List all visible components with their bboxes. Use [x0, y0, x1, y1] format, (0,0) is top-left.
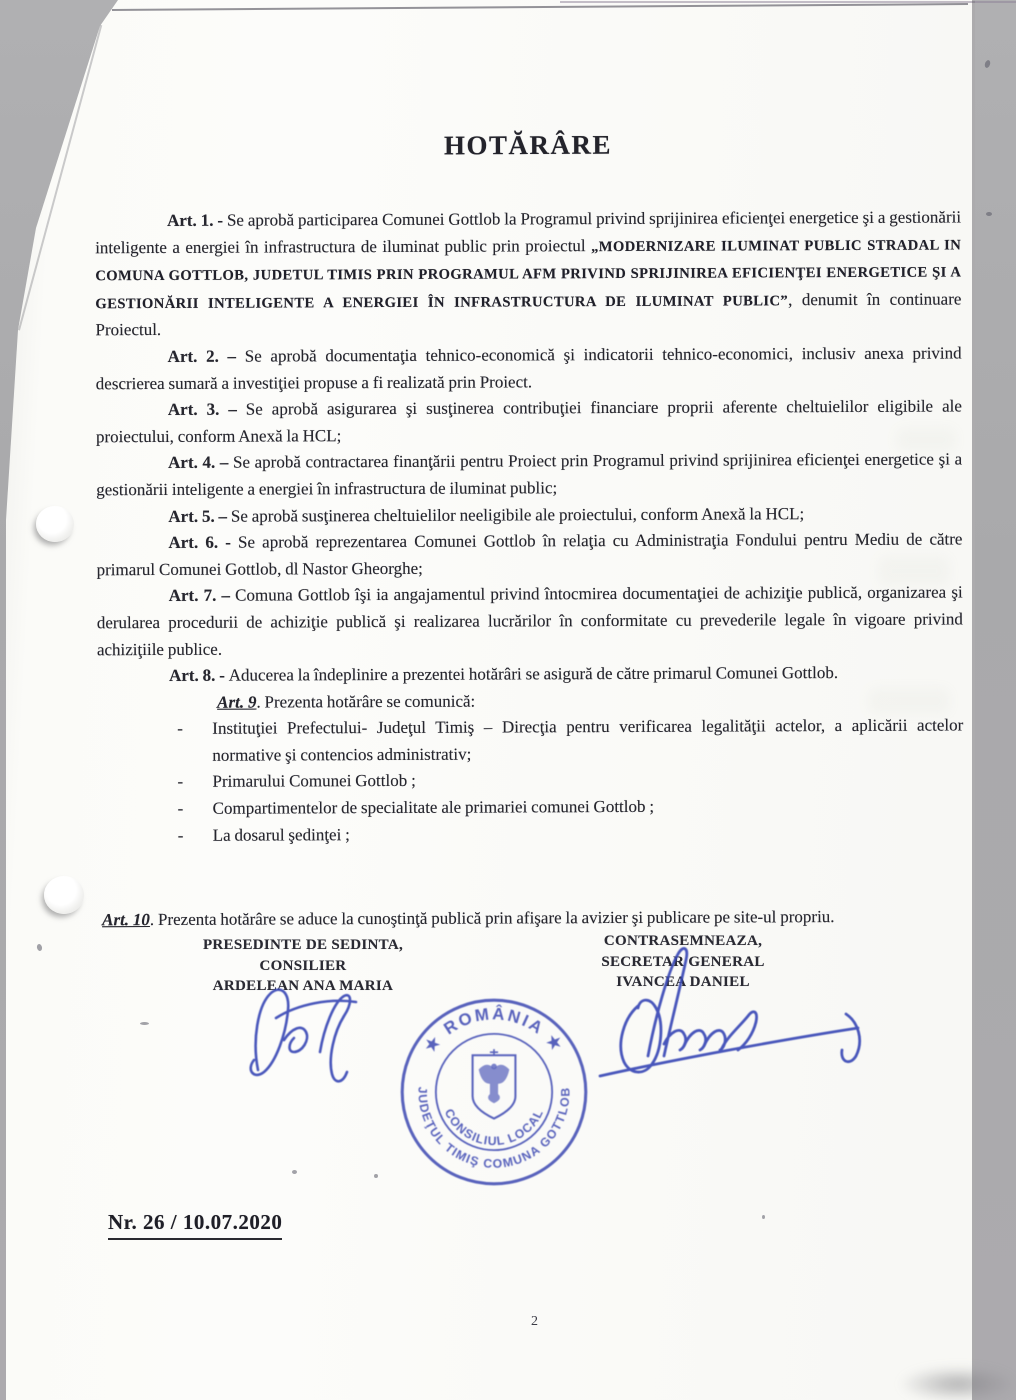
- president-name: ARDELEAN ANA MARIA: [212, 978, 394, 994]
- article-10-text: . Prezenta hotărâre se aduce la cunoştinţă publică prin afişare la avizier şi publicare pe site-ul propriu.: [149, 907, 835, 930]
- article-2-text: Se aprobă documentaţia tehnico-economică şi indicatorii tehnico-economici, inclusiv anexa privind descrierea sumară a investiţiei propuse a fi realizată prin Proiect.: [95, 343, 962, 393]
- article-6-label: Art. 6. -: [168, 532, 239, 553]
- list-item: [98, 793, 964, 823]
- article-2-label: Art. 2. –: [167, 346, 245, 366]
- scan-speck: [140, 1022, 149, 1025]
- list-item: [98, 819, 964, 849]
- article-7-label: Art. 7. –: [168, 585, 236, 606]
- official-round-stamp: [392, 990, 596, 1194]
- article-8-label: Art. 8. -: [168, 665, 229, 686]
- article-7: [97, 580, 963, 664]
- scan-top-line: [560, 1, 1016, 3]
- list-item: [97, 713, 963, 770]
- scan-speck: [762, 1215, 765, 1219]
- stamp-county-arc: JUDEŢUL TIMIŞ COMUNA GOTTLOB: [415, 1086, 573, 1171]
- president-title: CONSILIER: [259, 957, 347, 974]
- hole-punch: [44, 876, 84, 914]
- bullet-dash: -: [177, 798, 184, 818]
- article-1-project-name: „MODERNIZARE ILUMINAT PUBLIC STRADAL IN COMUNA GOTTLOB, JUDETUL TIMIS PRIN PROGRAMUL AFM PRIVIND SPRIJINIREA EFICIENŢEI ENERGETICE ŞI A GESTIONĂRII INTELIGENTE A ENERGIEI ÎN INFRASTRUCTURA DE ILUMINAT PUBLIC”: [95, 237, 962, 313]
- stamp-country-arc: ★ ROMÂNIA ★: [420, 1004, 568, 1057]
- article-2: [96, 340, 962, 397]
- article-6: [96, 527, 962, 584]
- bullet-dash: -: [177, 772, 184, 792]
- scan-smudge: [896, 428, 956, 452]
- president-signature-block: [192, 935, 414, 997]
- page-right-edge-shadow: [972, 0, 975, 1400]
- bullet-dash: -: [177, 719, 183, 739]
- scan-corner-shadow: [898, 1366, 1016, 1400]
- article-4-label: Art. 4. –: [168, 453, 234, 473]
- stamp-council-arc: CONSILIUL LOCAL: [441, 1106, 547, 1149]
- article-9-text: . Prezenta hotărâre se comunică:: [256, 691, 476, 712]
- scan-speck: [984, 59, 991, 68]
- article-9: [97, 686, 963, 716]
- article-8-text: Aducerea la îndeplinire a prezentei hotărâri se asigură de către primarul Comunei Gottlob.: [228, 663, 839, 685]
- scan-speck: [986, 212, 992, 216]
- list-item-text: Compartimentelor de specialitate ale primariei comunei Gottlob ;: [212, 796, 655, 818]
- list-item-text: Primarului Comunei Gottlob ;: [212, 771, 416, 792]
- secretary-role: CONTRASEMNEAZA,: [603, 933, 763, 949]
- secretary-title: SECRETAR GENERAL: [601, 953, 765, 970]
- article-10-label: Art. 10: [102, 910, 150, 930]
- secretary-signature-block: [566, 931, 800, 993]
- article-3: [96, 394, 962, 451]
- article-9-label: Art. 9: [217, 692, 257, 712]
- list-item: [97, 766, 963, 796]
- article-5-text: Se aprobă susţinerea cheltuielilor neeligibile ale proiectului, conform Anexă la HCL;: [230, 503, 805, 526]
- article-4-text: Se aprobă contractarea finanţării pentru Proiect prin Programul privind sprijinirea eficienţei energetice şi a gestionării inteligente a energiei în infrastructura de iluminat public;: [96, 449, 963, 500]
- page-title: HOTĂRÂRE: [443, 129, 613, 161]
- scan-speck: [374, 1174, 378, 1178]
- article-5: [96, 500, 962, 530]
- article-6-text: Se aprobă reprezentarea Comunei Gottlob în relaţia cu Administraţia Fondului pentru Mediu de către primarul Comunei Gottlob, dl Nastor Gheorghe;: [96, 529, 963, 579]
- stamp-coat-of-arms: [473, 1049, 516, 1118]
- article-1-label: Art. 1. -: [167, 210, 227, 230]
- hole-punch: [36, 506, 74, 542]
- list-item-text: Instituţiei Prefectului- Judeţul Timiş – Direcţia pentru verificarea legalităţii actelor, a aplicării actelor normative şi contencios administrativ;: [212, 715, 964, 765]
- article-4: [96, 447, 962, 504]
- article-10: [98, 904, 964, 934]
- document-body: [95, 204, 964, 934]
- communication-list: [97, 713, 964, 850]
- secretary-name: IVANCEA DANIEL: [616, 974, 750, 990]
- article-3-text: Se aprobă asigurarea şi susţinerea contribuţiei financiare proprii aferente cheltuielilor eligibile ale proiectului, conform Anexă la HCL;: [95, 396, 962, 447]
- article-3-label: Art. 3. –: [167, 399, 246, 420]
- article-7-text: Comuna Gottlob îşi ia angajamentul privind întocmirea documentaţiei de achiziţie publică, organizarea şi derularea procedurii de achiziţie publică şi realizarea lucrărilor în conformitate cu prevederile legale în vigoare privind achiziţiile publice.: [96, 582, 963, 659]
- scan-speck: [292, 1170, 297, 1174]
- registration-number: Nr. 26 / 10.07.2020: [108, 1210, 282, 1240]
- scan-smudge: [878, 556, 950, 586]
- president-role: PRESEDINTE DE SEDINTA,: [202, 937, 404, 953]
- page-number: 2: [531, 1314, 538, 1329]
- article-1: [95, 204, 962, 344]
- article-5-label: Art. 5. –: [168, 506, 231, 526]
- article-8: [97, 660, 963, 690]
- article-1-text: Se aprobă participarea Comunei Gottlob la Programul privind sprijinirea eficienţei energetice şi a gestionării inteligente a energiei în infrastructura de iluminat public prin proiectul: [95, 207, 962, 257]
- article-1-tail: , denumit în continuare Proiectul.: [95, 289, 962, 340]
- scan-smudge: [868, 688, 950, 714]
- bullet-dash: -: [177, 825, 184, 845]
- list-item-text: La dosarul şedinţei ;: [212, 824, 350, 845]
